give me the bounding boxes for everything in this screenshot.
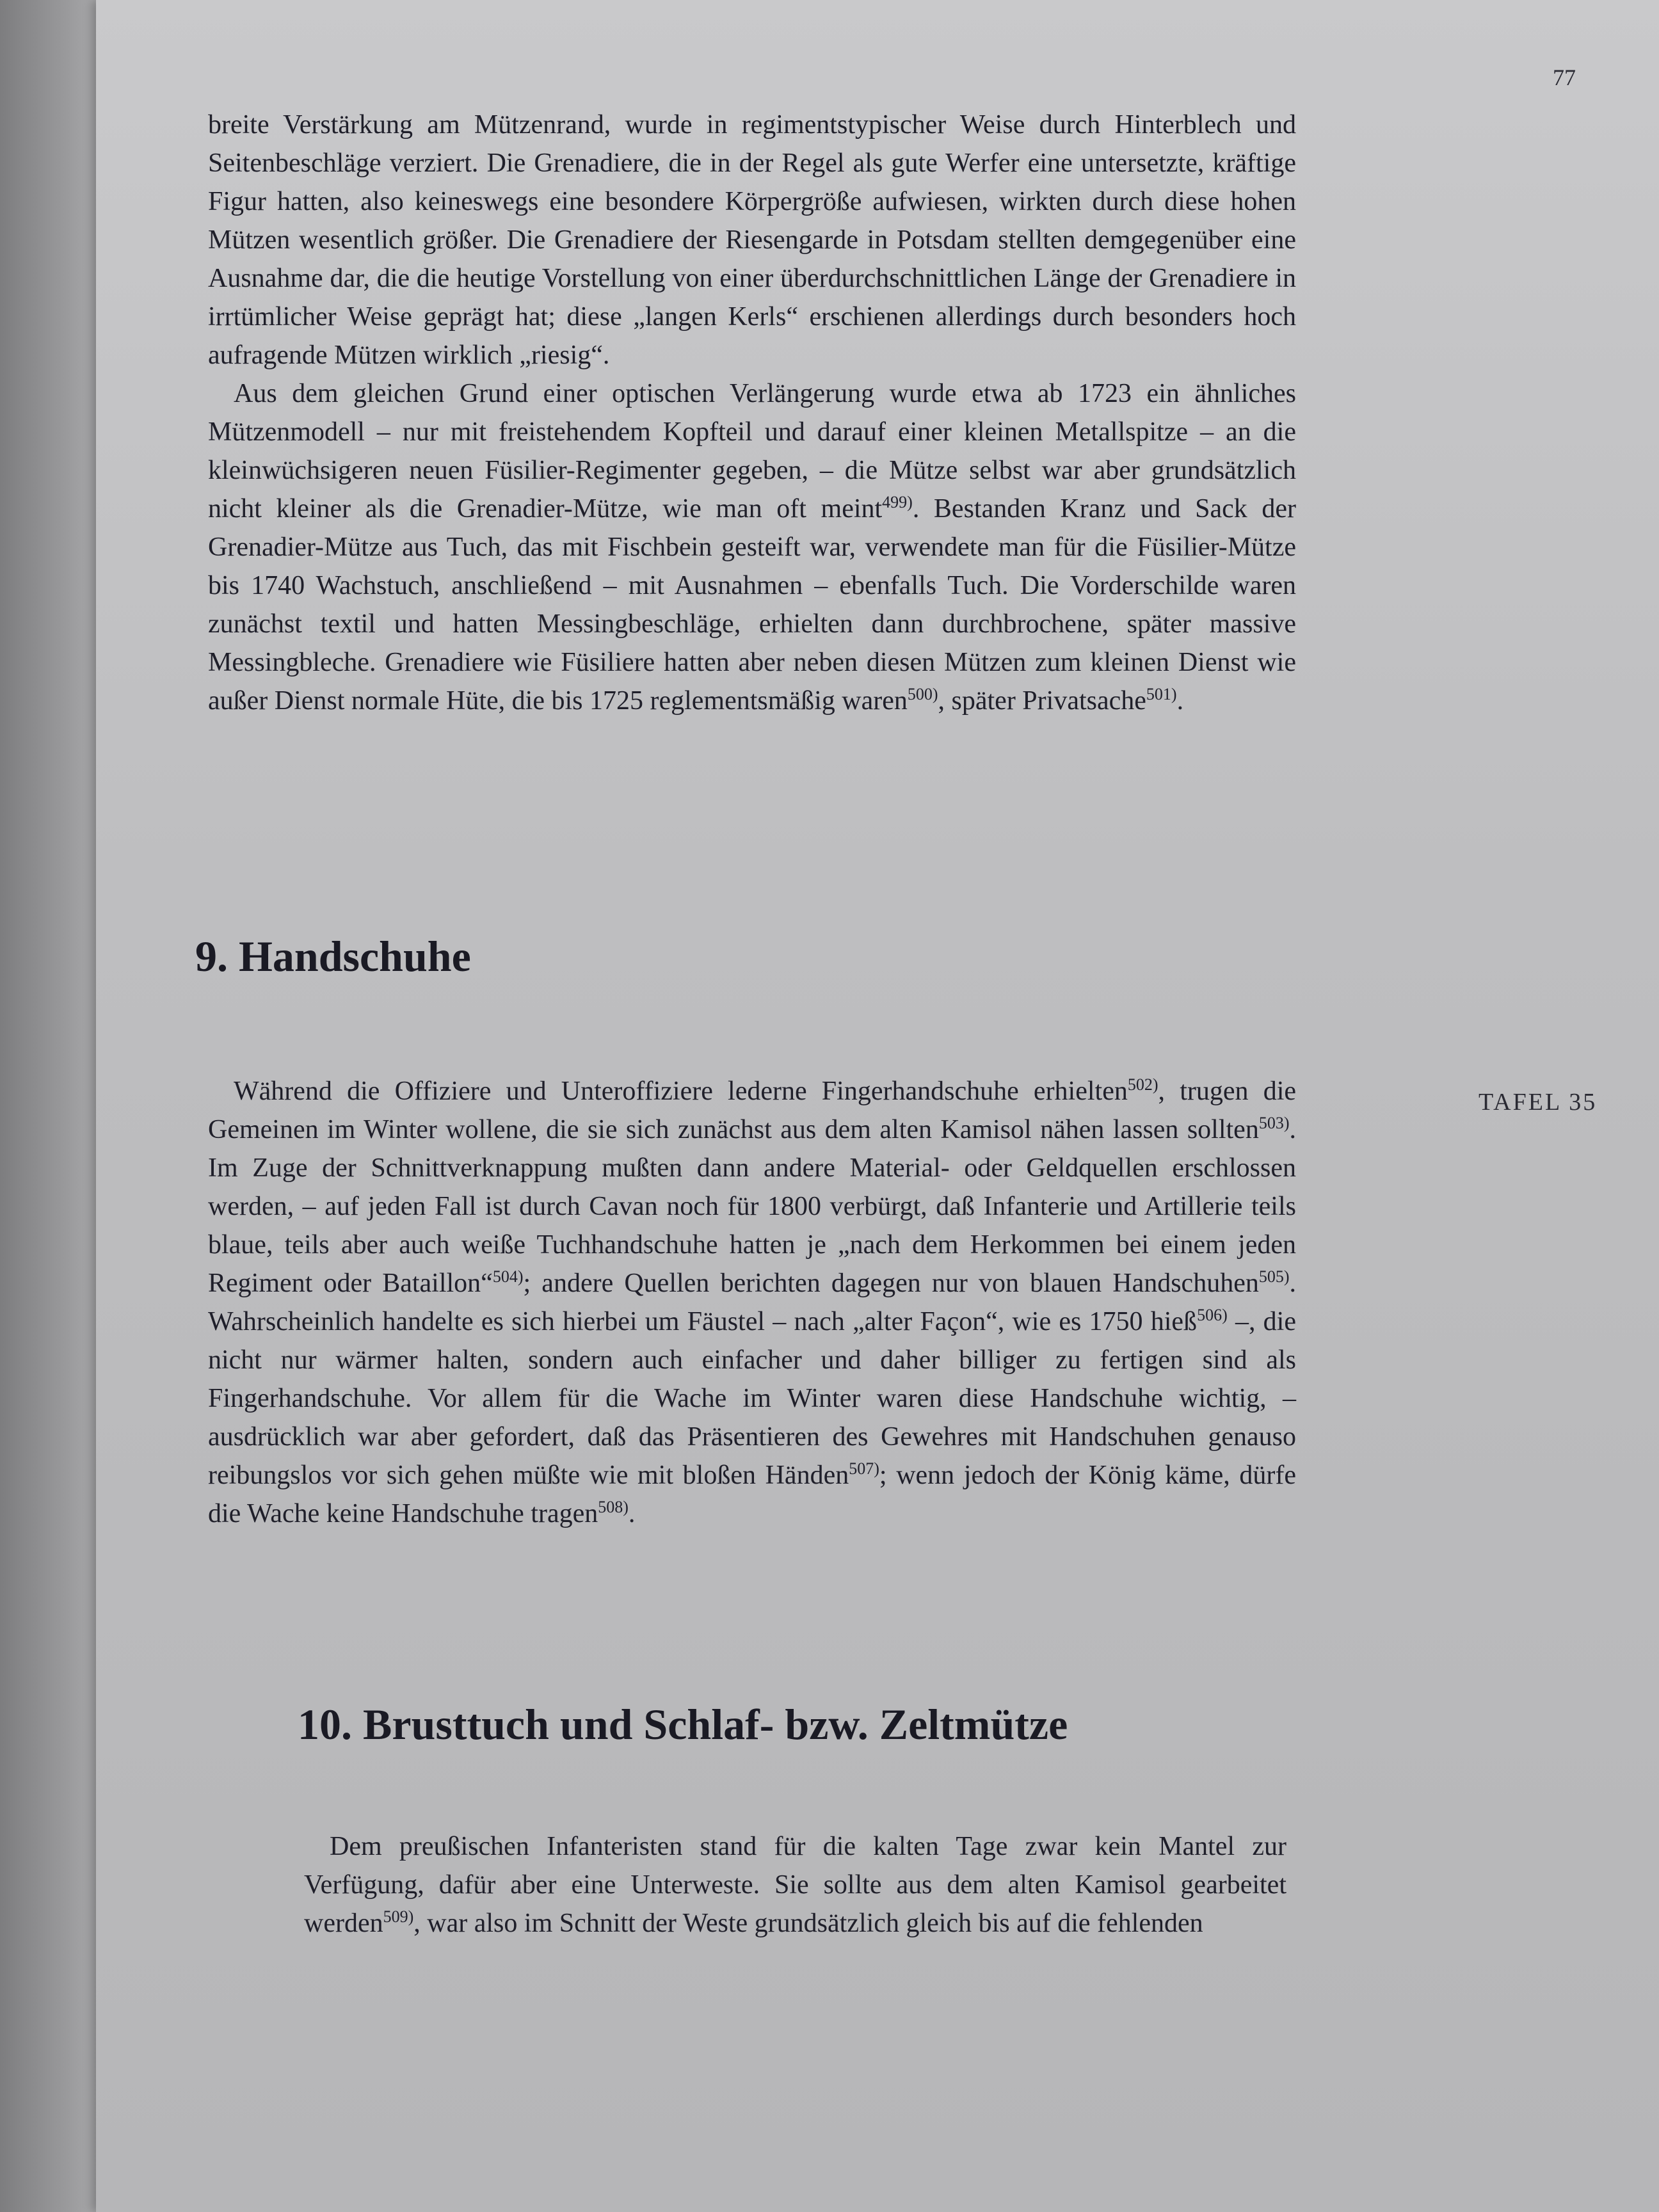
paragraph-continuation: breite Verstärkung am Mützenrand, wurde in regimentstypischer Weise durch Hinterblech und Seitenbeschläge verziert. Die Grenadiere, die in der Regel als gute Werfer eine untersetzte, kräftige Figur hatten, also keineswegs eine besondere Körpergröße aufwiesen, wirkten durch diese hohen Mützen wesentlich größer. Die Grenadiere der Riesengarde in Potsdam stellten demgegenüber eine Ausnahme dar, die die heutige Vorstellung von einer überdurchschnittlichen Länge der Grenadiere in irrtümlicher Weise geprägt hat; diese „langen Kerls“ erschienen allerdings durch besonders hoch aufragende Mützen wirklich „riesig“. <box>208 110 1296 370</box>
footnote-ref: 508) <box>598 1498 629 1516</box>
text-block-brusttuch <box>304 1827 1286 1943</box>
paragraph-gloves: Während die Offiziere und Unteroffiziere lederne Fingerhandschuhe erhielten$^{502)}$, trugen die Gemeinen im Winter wollene, die sie sich zunächst aus dem alten Kamisol nähen lassen sollten$^{503)}$. Im Zuge der Schnittverknappung mußten dann andere Material- oder Geldquellen erschlossen werden, – auf jeden Fall ist durch Cavan noch für 1800 verbürgt, daß Infanterie und Artillerie teils blaue, teils aber auch weiße Tuchhandschuhe hatten je „nach dem Herkommen bei einem jeden Regiment oder Bataillon“$^{504)}$; andere Quellen berichten dagegen nur von blauen Handschuhen$^{505)}$. Wahrscheinlich handelte es sich hierbei um Fäustel – nach „alter Façon“, wie es 1750 hieß$^{506)}$ –, die nicht nur wärmer halten, sondern auch einfacher und daher billiger zu fertigen sind als Fingerhandschuhe. Vor allem für die Wache im Winter waren diese Handschuhe wichtig, – ausdrücklich war aber gefordert, daß das Präsentieren des Gewehres mit Handschuhen genauso reibungslos vor sich gehen müßte wie mit bloßen Händen$^{507)}$; wenn jedoch der König käme, dürfe die Wache keine Handschuhe tragen$^{508)}$. <box>208 1075 1297 1528</box>
footnote-ref: 502) <box>1127 1075 1158 1094</box>
section-heading-handschuhe: 9. Handschuhe <box>195 932 471 981</box>
footnote-ref: 499) <box>882 493 913 511</box>
paragraph-brusttuch: Dem preußischen Infanteristen stand für die kalten Tage zwar kein Mantel zur Verfügung, dafür aber eine Unterweste. Sie sollte aus dem alten Kamisol gearbeitet werden$^{509)}$, war also im Schnitt der Weste grundsätzlich gleich bis auf die fehlenden <box>304 1832 1286 1938</box>
page-number: 77 <box>1553 65 1576 90</box>
footnote-ref: 500) <box>907 685 938 703</box>
footnote-ref: 507) <box>849 1459 879 1478</box>
margin-note-plate: TAFEL 35 <box>1479 1089 1598 1116</box>
footnote-ref: 505) <box>1258 1267 1290 1286</box>
footnote-ref: 504) <box>492 1267 524 1286</box>
footnote-ref: 506) <box>1197 1306 1228 1324</box>
text-block-handschuhe <box>208 1072 1296 1533</box>
footnote-ref: 501) <box>1146 685 1177 703</box>
footnote-ref: 503) <box>1258 1114 1290 1132</box>
section-heading-brusttuch: 10. Brusttuch und Schlaf- bzw. Zeltmütze <box>298 1700 1068 1749</box>
facing-page-edge <box>0 0 96 2212</box>
paragraph-fusilier-caps: Aus dem gleichen Grund einer optischen Verlängerung wurde etwa ab 1723 ein ähnliches Mützenmodell – nur mit freistehendem Kopfteil und darauf einer kleinen Metallspitze – an die kleinwüchsigeren neuen Füsilier-Regimenter gegeben, – die Mütze selbst war aber grundsätzlich nicht kleiner als die Grenadier-Mütze, wie man oft meint$^{499)}$. Bestanden Kranz und Sack der Grenadier-Mütze aus Tuch, das mit Fischbein gesteift war, verwendete man für die Füsilier-Mütze bis 1740 Wachstuch, anschließend – mit Ausnahmen – ebenfalls Tuch. Die Vorderschilde waren zunächst textil und hatten Messingbeschläge, erhielten dann durchbrochene, später massive Messingbleche. Grenadiere wie Füsiliere hatten aber neben diesen Mützen zum kleinen Dienst wie außer Dienst normale Hüte, die bis 1725 reglementsmäßig waren$^{500)}$, später Privatsache$^{501)}$. <box>208 379 1296 716</box>
text-block-top <box>208 106 1296 720</box>
footnote-ref: 509) <box>383 1907 414 1926</box>
